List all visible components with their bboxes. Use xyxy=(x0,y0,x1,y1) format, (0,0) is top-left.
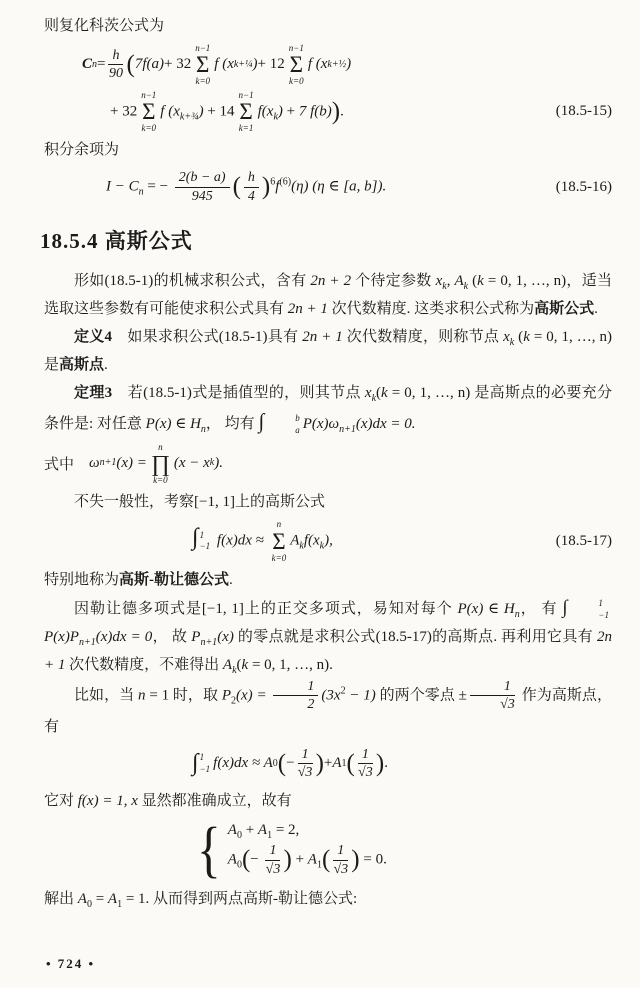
system-row-2: $A_0(-$ $\frac{1}{√3}$ ) + $A_1$( $\frac{1}{√3}$ ) = 0. xyxy=(227,843,387,877)
equation-content: + 32 n−1 Σ k=0 f $(x_{k+\frac{3}{4}}) + 14$ n−1 Σ k=1 $f(x_k) + 7$ f(b)). xyxy=(110,89,344,134)
paragraph-legendre-orthogonal: 因勒让德多项式是[−1, 1]上的正交多项式，易知对每个 P(x) ∈ $H_n$， 有 ∫ 1 −1 $P(x)P_{n+1}(x)dx = 0$， 故 $P_{n+1}(x)$ 的零点就是求积公式(18.5-17)的高斯点. 再利用它具有 2n + 1 次代数精度，不难得出 $A_k(k = 0$, 1, …, n). xyxy=(44,597,612,677)
equation-18-5-16 xyxy=(44,167,612,207)
paragraph-solution: 解出 $A_0 = A_1 = 1$. 从而得到两点高斯-勒让德公式: xyxy=(44,890,358,910)
paragraph-theorem-3: 定理3 若(18.5-1)式是插值型的，则其节点 $x_k(k = 0$, 1, …, n) 是高斯点的必要充分条件是: 对任意 P(x) ∈ $H_n$， 均有 ∫ b a $P(x)\omega_{n+1}(x)dx = 0$. xyxy=(44,385,612,436)
equation-18-5-17 xyxy=(44,519,612,563)
equation-number: (18.5-16) xyxy=(555,178,612,195)
paragraph-gauss-formula-intro: 形如(18.5-1)的机械求积公式，含有 2n + 2 个待定参数 $x_k$, $A_k$ (k = 0, 1, …, n)，适当选取这些参数有可能使求积公式具有 2n + 1 次代数精度. 这类求积公式称为高斯公式. xyxy=(44,273,612,318)
paragraph-wlog: 不失一般性，考察[−1, 1]上的高斯公式 xyxy=(74,494,325,511)
system-row-1: $A_0 + A_1 = 2$, xyxy=(227,822,300,842)
paragraph-exact-for: 它对 f(x) = 1, x 显然都准确成立，故有 xyxy=(44,792,292,809)
page-number: • 724 • xyxy=(46,956,96,971)
system-rows xyxy=(228,822,387,877)
left-brace: { xyxy=(196,815,221,884)
equation-line-2 xyxy=(44,90,612,134)
equation-content: ∫ 1 −1 f(x)dx ≈ n Σ k=0 $A_kf(x_k)$, xyxy=(192,519,333,563)
equation-18-5-15 xyxy=(44,43,612,133)
paragraph-example-n1: 比如，当 n = 1 时，取 $P_2(x)$ = $\frac{1}{2}$ $(3x^2 - 1)$ 的两个零点 ± $\frac{1}{√3}$ 作为高斯点，有 xyxy=(44,679,612,735)
equation-two-point-example: ∫ 1 −1 f(x)dx ≈ A 0 ( − $\frac{1}{√3}$ ) + A 1 ( $\frac{1}{√3}$ ) . xyxy=(192,746,388,781)
equation-content: $I - C_n$ = − $\frac{2(b - a)}{945}$ ( $\frac{h}{4}$ )$^6f^{(6)}(\eta)$ (η ∈ [a, b]). xyxy=(106,170,387,204)
equation-line-1: C n = $\frac{h}{90}$ ( 7f(a) + 32 n−1 Σ k=0 f (x k+¼ ) + 12 n−1 Σ k=0 f (x k+½ ) xyxy=(82,43,352,87)
paragraph-composite-cotes-intro: 则复化科茨公式为 xyxy=(44,18,165,34)
equation-number: (18.5-17) xyxy=(555,532,612,549)
equation-system xyxy=(194,815,612,884)
equation-number: (18.5-15) xyxy=(555,103,612,120)
line-omega-product: 式中 ω n+1 (x) = n ∏ k=0 (x − x k ). xyxy=(44,441,223,485)
paragraph-gauss-legendre-name: 特别地称为高斯-勒让德公式. xyxy=(44,572,233,589)
section-heading: 18.5.4 高斯公式 xyxy=(40,229,193,254)
paragraph-definition-4: 定义4 如果求积公式(18.5-1)具有 2n + 1 次代数精度，则称节点 $x_k$ (k = 0, 1, …, n) 是高斯点. xyxy=(44,329,612,374)
paragraph-remainder-intro: 积分余项为 xyxy=(44,142,120,159)
